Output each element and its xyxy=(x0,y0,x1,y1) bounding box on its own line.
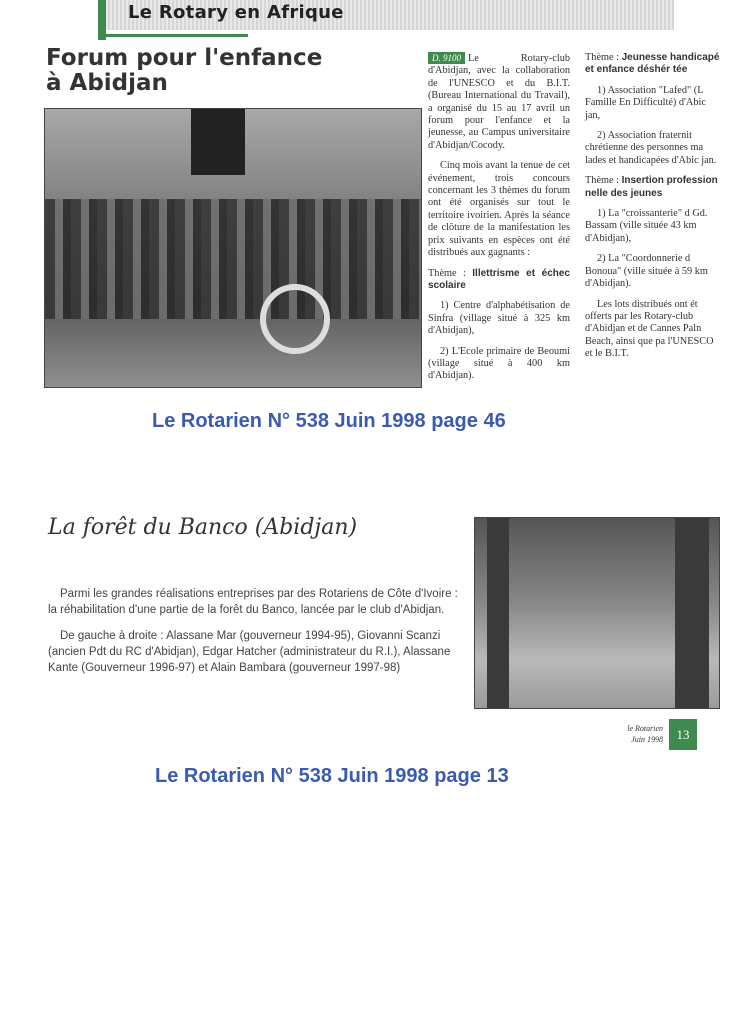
district-tag: D. 9100 xyxy=(428,52,465,64)
rotary-wheel-image xyxy=(260,284,330,354)
theme1-title: Illettrisme et échec scolaire xyxy=(428,267,570,291)
article1-intro: Le Rotary-club d'Abidjan, avec la collaboration de l'UNESCO et du B.I.T. (Bureau International du Travail), a organisé du 15 au 17 avril un forum pour l'enfance et la jeunesse, au Campus universitaire d'Abidjan/Cocody. xyxy=(428,53,570,151)
theme1-item2: 2) L'Ecole primaire de Beoumi (village situé à 400 km d'Abidjan). xyxy=(428,345,570,382)
section-title: Le Rotary en Afrique xyxy=(128,2,344,23)
tree-image xyxy=(487,518,509,708)
footer-issue: Juin 1998 xyxy=(631,735,663,744)
theme1-label: Thème : xyxy=(428,267,466,279)
theme2-title: Jeunesse handicapé et enfance déshér tée xyxy=(585,52,720,76)
footer-magazine: le Rotarien xyxy=(627,724,663,733)
page-number: 13 xyxy=(669,719,697,750)
banco-forest-photo xyxy=(474,517,720,709)
article2-para1: Parmi les grandes réalisations entreprises par des Rotariens de Côte d'Ivoire : la réhabilitation d'une partie de la forêt du Banco, lancée par le club d'Abidjan. xyxy=(48,588,458,616)
theme3-item1: 1) La "croissanterie" d Gd. Bassam (ville située 43 km d'Abidjan), xyxy=(585,208,708,244)
theme3-label: Thème : xyxy=(585,175,620,187)
theme3-title: Insertion profession nelle des jeunes xyxy=(585,175,718,199)
article1-para2: Cinq mois avant la tenue de cet événement, trois concours concernant les 3 thèmes du forum ont été organisés sur tout le territoire ivoirien. Après la séance de clôture de la manifestation les prix suivants en espèces ont été distribués aux gagnants : xyxy=(428,160,570,259)
crowd-image xyxy=(45,199,421,319)
article1-source-caption: Le Rotarien N° 538 Juin 1998 page 46 xyxy=(152,410,506,432)
article1-column-2 xyxy=(585,52,721,369)
theme2-item2: 2) Association fraternit chrétienne des personnes ma lades et handicapées d'Abic jan. xyxy=(585,130,717,166)
theme2-label: Thème : xyxy=(585,52,620,63)
rotary-banner-image xyxy=(191,109,245,175)
article1-title-line1: Forum pour l'enfance xyxy=(46,45,323,71)
article2-source-caption: Le Rotarien N° 538 Juin 1998 page 13 xyxy=(155,765,509,787)
article1-title xyxy=(46,46,396,96)
article1-column-1 xyxy=(428,52,570,391)
article1-title-line2: à Abidjan xyxy=(46,70,168,96)
article2-body xyxy=(48,586,458,686)
article1-closing: Les lots distribués ont ét offerts par les Rotary-club d'Abidjan et de Cannes Paln Beach, ainsi que pa l'UNESCO et le B.I.T. xyxy=(585,298,714,360)
theme1-item1: 1) Centre d'alphabétisation de Sinfra (village situé à 325 km d'Abidjan), xyxy=(428,300,570,337)
theme3-item2: 2) La "Coordonnerie d Bonoua" (ville située à 59 km d'Abidjan). xyxy=(585,253,708,290)
theme1-heading xyxy=(428,268,570,293)
theme3-heading xyxy=(585,175,721,200)
article2-para2: De gauche à droite : Alassane Mar (gouverneur 1994-95), Giovanni Scanzi (ancien Pdt du RC d'Abidjan), Edgar Hatcher (administrateur du R.I.), Alassane Kante (Gouverneur 1996-97) et Alain Bambara (gouverneur 1997-98) xyxy=(48,630,451,674)
forum-group-photo xyxy=(44,108,422,388)
theme2-heading xyxy=(585,52,721,77)
footer-issue-label xyxy=(608,723,663,745)
header-underline xyxy=(98,34,248,37)
theme2-item1: 1) Association "Lafed" (L Famille En Difficulté) d'Abic jan, xyxy=(585,84,706,121)
tree-image xyxy=(675,518,709,708)
article2-title: La forêt du Banco (Abidjan) xyxy=(48,515,358,540)
